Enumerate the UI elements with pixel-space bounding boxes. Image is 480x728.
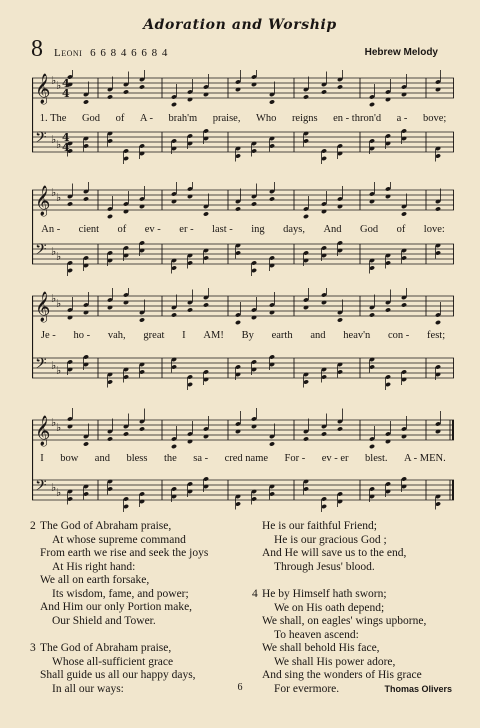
lyric-syllable: Je -	[40, 330, 56, 341]
music-system-4	[32, 408, 454, 518]
note-head	[83, 99, 89, 104]
note-head	[67, 201, 73, 206]
note-head	[171, 312, 177, 317]
flat-icon: ♭	[56, 138, 62, 151]
lyric-syllable: bow	[60, 453, 79, 464]
note-head	[171, 199, 177, 204]
lyric-syllable: reigns	[291, 113, 318, 124]
note-head	[385, 97, 391, 102]
lyric-syllable: praise,	[212, 113, 241, 124]
note-head	[401, 92, 407, 97]
lyric-syllable: 1. The	[39, 113, 67, 124]
note-head	[269, 99, 275, 104]
lyric-syllable: and	[310, 330, 326, 341]
note-head	[139, 426, 145, 431]
note-head	[123, 89, 129, 94]
note-head	[67, 424, 73, 429]
note-head	[187, 97, 193, 102]
note-head	[321, 431, 327, 436]
note-head	[269, 310, 275, 315]
final-bar	[452, 420, 454, 440]
note-head	[303, 436, 309, 441]
note-head	[171, 102, 177, 107]
note-head	[235, 429, 241, 434]
page-title: Adoration and Worship	[143, 17, 337, 33]
flat-icon: ♭	[56, 297, 62, 310]
note-head	[337, 84, 343, 89]
note-head	[203, 211, 209, 216]
time-signature: 4	[62, 87, 70, 100]
author-credit: Thomas Olivers	[384, 684, 452, 694]
note-head	[107, 436, 113, 441]
lyric-syllable: sa -	[193, 453, 209, 464]
note-head	[369, 444, 375, 449]
lyric-syllable: en - thron'd	[333, 113, 382, 124]
flat-icon: ♭	[56, 191, 62, 204]
flat-icon: ♭	[51, 245, 57, 258]
flat-icon: ♭	[51, 133, 57, 146]
note-head	[303, 214, 309, 219]
flat-icon: ♭	[51, 359, 57, 372]
bass-clef-icon: 𝄢	[35, 129, 47, 150]
lyric-syllable: God	[81, 113, 101, 124]
note-head	[203, 302, 209, 307]
verse-line: At whose supreme command	[52, 533, 186, 546]
lyric-syllable: great	[143, 330, 165, 341]
lyric-syllable: I	[182, 330, 186, 341]
flat-icon: ♭	[56, 486, 62, 499]
note-head	[107, 94, 113, 99]
verse-line: From earth we rise and seek the joys	[40, 547, 209, 559]
lyric-syllable: a -	[396, 113, 408, 124]
verse	[252, 588, 467, 696]
lyric-syllable: A - MEN.	[404, 453, 446, 464]
page-number: 6	[237, 682, 243, 693]
note-head	[401, 434, 407, 439]
lyric-syllable: vah,	[107, 330, 126, 341]
flat-icon: ♭	[56, 79, 62, 92]
hymn-number: 8	[31, 36, 43, 62]
lyric-syllable: By	[241, 330, 254, 341]
verse-line: In all our ways:	[52, 682, 124, 695]
note-head	[83, 441, 89, 446]
verse-line: The God of Abraham praise,	[40, 642, 172, 654]
note-head	[83, 310, 89, 315]
note-head	[369, 312, 375, 317]
note-head	[203, 434, 209, 439]
tune-name: Leoni	[54, 47, 83, 59]
note-head	[171, 444, 177, 449]
verse-line: And sing the wonders of His grace	[262, 669, 422, 681]
note-head	[321, 300, 327, 305]
note-head	[107, 214, 113, 219]
note-head	[435, 320, 441, 325]
verse-line: Its wisdom, fame, and power;	[52, 587, 189, 600]
flat-icon: ♭	[51, 74, 57, 87]
lyric-syllable: and	[94, 453, 110, 464]
lyric-syllable: I	[40, 453, 44, 464]
verse-line: Whose all-sufficient grace	[52, 655, 174, 668]
flat-icon: ♭	[56, 421, 62, 434]
lyric-line-1	[32, 113, 454, 124]
note-head	[337, 317, 343, 322]
verse	[252, 520, 467, 574]
lyric-syllable: ev - er	[321, 453, 349, 464]
lyric-syllable: Who	[255, 113, 277, 124]
verse-line: We shall, on eagles' wings upborne,	[262, 615, 427, 627]
note-head	[251, 201, 257, 206]
verse-line: We shall behold His face,	[262, 642, 380, 654]
verse-number: 4	[252, 588, 258, 600]
note-head	[385, 307, 391, 312]
lyric-line-2	[32, 224, 454, 235]
bass-clef-icon: 𝄢	[35, 355, 47, 376]
verse	[30, 520, 245, 628]
verse-line: We shall His power adore,	[274, 655, 396, 668]
note-head	[235, 87, 241, 92]
note-head	[187, 307, 193, 312]
bass-clef-icon: 𝄢	[35, 477, 47, 498]
flat-icon: ♭	[51, 186, 57, 199]
verse-line: For evermore.	[274, 682, 340, 695]
lyric-syllable: days,	[283, 224, 305, 235]
lyric-syllable: heav'n	[343, 330, 371, 341]
note-head	[123, 209, 129, 214]
note-head	[369, 102, 375, 107]
lyric-syllable: cient	[78, 224, 100, 235]
flat-icon: ♭	[51, 292, 57, 305]
lyric-syllable: ho -	[73, 330, 91, 341]
lyric-syllable: of	[115, 113, 125, 124]
note-head	[139, 204, 145, 209]
note-head	[83, 196, 89, 201]
time-signature: 4	[62, 131, 70, 144]
verse-number: 3	[30, 642, 36, 654]
verse-line: And He will save us to the end,	[262, 547, 407, 559]
verse-line: The God of Abraham praise,	[40, 520, 172, 532]
note-head	[251, 315, 257, 320]
treble-clef-icon: 𝄞	[35, 186, 51, 216]
note-head	[303, 305, 309, 310]
note-head	[235, 206, 241, 211]
verse-line: Shall guide us all our happy days,	[40, 669, 196, 681]
lyric-syllable: fest;	[427, 330, 446, 341]
verse-line: To heaven ascend:	[274, 628, 359, 641]
verse-line: We on His oath depend;	[274, 601, 385, 614]
verse-line: Through Jesus' blood.	[274, 560, 375, 573]
note-head	[251, 82, 257, 87]
lyric-syllable: ing	[251, 224, 265, 235]
note-head	[337, 426, 343, 431]
lyric-syllable: of	[117, 224, 127, 235]
lyric-syllable: And	[323, 224, 342, 235]
lyric-syllable: AM!	[203, 330, 224, 341]
note-head	[139, 317, 145, 322]
note-head	[251, 424, 257, 429]
treble-clef-icon: 𝄞	[35, 292, 51, 322]
time-signature: 4	[62, 77, 70, 90]
flat-icon: ♭	[51, 416, 57, 429]
bass-clef-icon: 𝄢	[35, 241, 47, 262]
note-head	[385, 439, 391, 444]
treble-clef-icon: 𝄞	[35, 416, 51, 446]
note-head	[303, 94, 309, 99]
lyric-syllable: For -	[284, 453, 306, 464]
tune-meter: 6 6 8 4 6 6 8 4	[90, 47, 169, 59]
note-head	[435, 206, 441, 211]
note-head	[321, 89, 327, 94]
lyric-syllable: earth	[271, 330, 293, 341]
lyric-syllable: er -	[179, 224, 194, 235]
lyric-syllable: brah'm	[168, 113, 198, 124]
flat-icon: ♭	[51, 481, 57, 494]
verse-number: 2	[30, 520, 36, 532]
note-head	[269, 441, 275, 446]
melody-attribution: Hebrew Melody	[364, 47, 438, 58]
note-head	[67, 315, 73, 320]
note-head	[139, 84, 145, 89]
lyric-syllable: bless	[126, 453, 148, 464]
note-head	[337, 204, 343, 209]
lyric-syllable: God	[360, 224, 379, 235]
note-head	[321, 209, 327, 214]
note-head	[269, 196, 275, 201]
verse-line: He by Himself hath sworn;	[262, 588, 387, 600]
lyric-syllable: A -	[139, 113, 153, 124]
flat-icon: ♭	[56, 250, 62, 263]
verse-line: He is our gracious God ;	[274, 533, 387, 546]
staff-notation	[32, 288, 454, 398]
lyric-syllable: bove;	[422, 113, 447, 124]
lyric-syllable: con -	[388, 330, 410, 341]
lyric-line-4	[32, 453, 454, 464]
lyric-syllable: the	[163, 453, 177, 464]
verse-line: At His right hand:	[52, 560, 136, 573]
lyric-line-3	[32, 330, 454, 341]
lyric-syllable: of	[396, 224, 406, 235]
lyric-syllable: blest.	[365, 453, 388, 464]
tune-info	[54, 47, 168, 59]
lyric-syllable: cred name	[224, 453, 269, 464]
note-head	[123, 300, 129, 305]
note-head	[435, 429, 441, 434]
note-head	[187, 194, 193, 199]
verse-line: We all on earth forsake,	[40, 574, 150, 586]
lyric-syllable: An -	[41, 224, 61, 235]
note-head	[369, 199, 375, 204]
lyric-syllable: ev -	[144, 224, 161, 235]
verse-line: Our Shield and Tower.	[52, 614, 156, 627]
music-system-3	[32, 288, 454, 398]
note-head	[187, 439, 193, 444]
note-head	[107, 305, 113, 310]
verse-line: And Him our only Portion make,	[40, 601, 193, 613]
final-bar	[452, 480, 454, 500]
music-system-1	[32, 70, 454, 170]
verse-line: He is our faithful Friend;	[262, 520, 377, 532]
lyric-syllable: love:	[423, 224, 445, 235]
flat-icon: ♭	[56, 364, 62, 377]
note-head	[385, 194, 391, 199]
lyric-syllable: last -	[212, 224, 233, 235]
note-head	[235, 320, 241, 325]
note-head	[203, 92, 209, 97]
note-head	[401, 302, 407, 307]
music-system-2	[32, 182, 454, 282]
treble-clef-icon: 𝄞	[35, 74, 51, 104]
note-head	[401, 211, 407, 216]
note-head	[123, 431, 129, 436]
note-head	[435, 87, 441, 92]
time-signature: 4	[62, 141, 70, 154]
